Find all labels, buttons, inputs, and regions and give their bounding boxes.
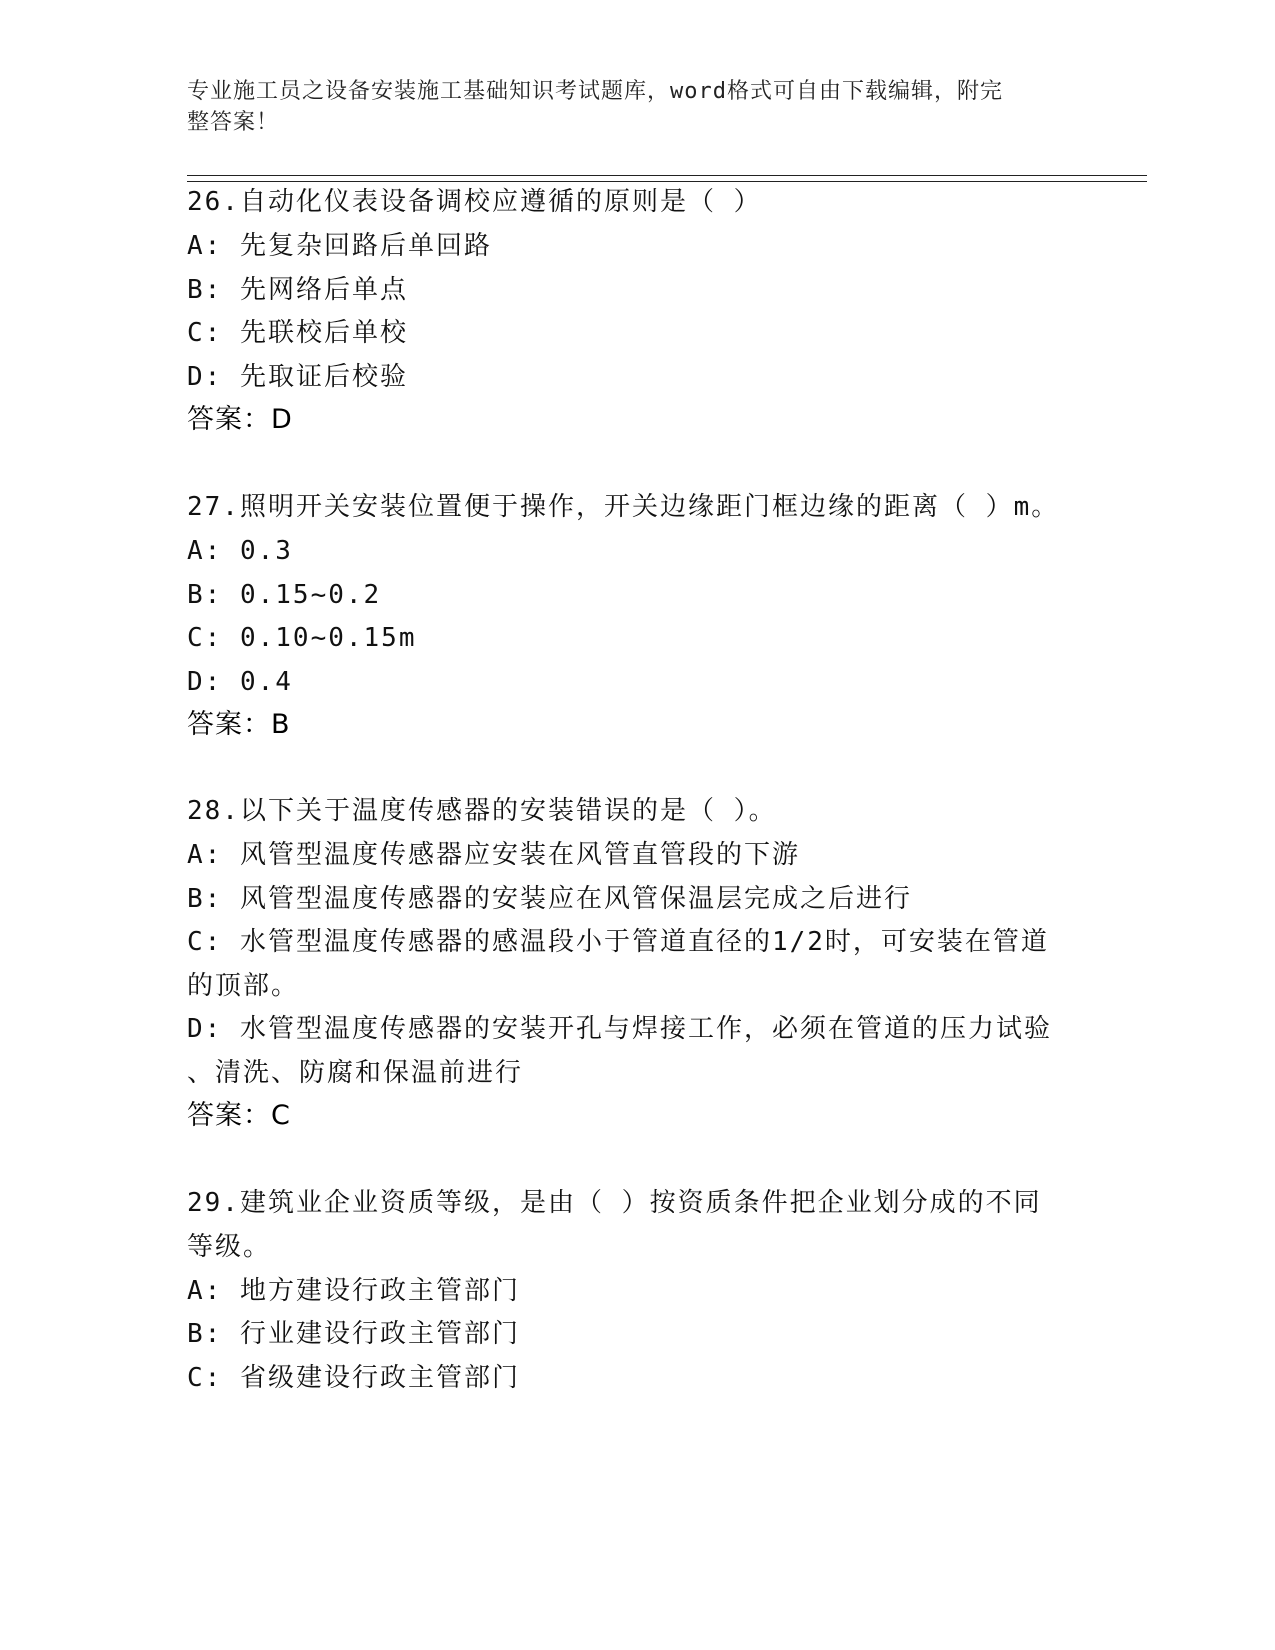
option-d: D: 0.4: [187, 667, 293, 697]
question-stem: 29.建筑业企业资质等级，是由（ ）按资质条件把企业划分成的不同: [187, 1188, 1042, 1218]
option-b: B: 风管型温度传感器的安装应在风管保温层完成之后进行: [187, 884, 912, 914]
option-c: C: 先联校后单校: [187, 318, 408, 348]
option-c-continued: 的顶部。: [187, 971, 300, 1001]
header-divider-bottom: [187, 181, 1147, 182]
header-divider-top: [187, 175, 1147, 176]
header-line-1: 专业施工员之设备安装施工基础知识考试题库，word格式可自由下载编辑，附完: [187, 79, 1003, 104]
answer-label: 答案：C: [187, 1100, 291, 1131]
option-a: A: 地方建设行政主管部门: [187, 1276, 520, 1306]
option-b: B: 行业建设行政主管部门: [187, 1319, 520, 1349]
option-a: A: 0.3: [187, 536, 293, 566]
question-stem: 27.照明开关安装位置便于操作，开关边缘距门框边缘的距离（ ）m。: [187, 492, 1060, 522]
answer-label: 答案：B: [187, 709, 291, 740]
option-b: B: 先网络后单点: [187, 275, 408, 305]
document-header: [187, 76, 1067, 138]
option-c: C: 水管型温度传感器的感温段小于管道直径的1/2时，可安装在管道: [187, 927, 1049, 957]
option-a: A: 先复杂回路后单回路: [187, 231, 492, 261]
option-a: A: 风管型温度传感器应安装在风管直管段的下游: [187, 840, 800, 870]
question-stem: 28.以下关于温度传感器的安装错误的是（ ）。: [187, 796, 777, 826]
option-c: C: 0.10~0.15m: [187, 623, 417, 653]
option-d: D: 先取证后校验: [187, 362, 408, 392]
header-line-2: 整答案！: [187, 110, 280, 135]
question-stem-continued: 等级。: [187, 1232, 272, 1262]
answer-label: 答案：D: [187, 404, 293, 435]
option-c: C: 省级建设行政主管部门: [187, 1363, 520, 1393]
option-d-continued: 、清洗、防腐和保温前进行: [187, 1058, 524, 1088]
question-stem: 26.自动化仪表设备调校应遵循的原则是（ ）: [187, 187, 762, 217]
option-b: B: 0.15~0.2: [187, 580, 382, 610]
option-d: D: 水管型温度传感器的安装开孔与焊接工作，必须在管道的压力试验: [187, 1014, 1052, 1044]
